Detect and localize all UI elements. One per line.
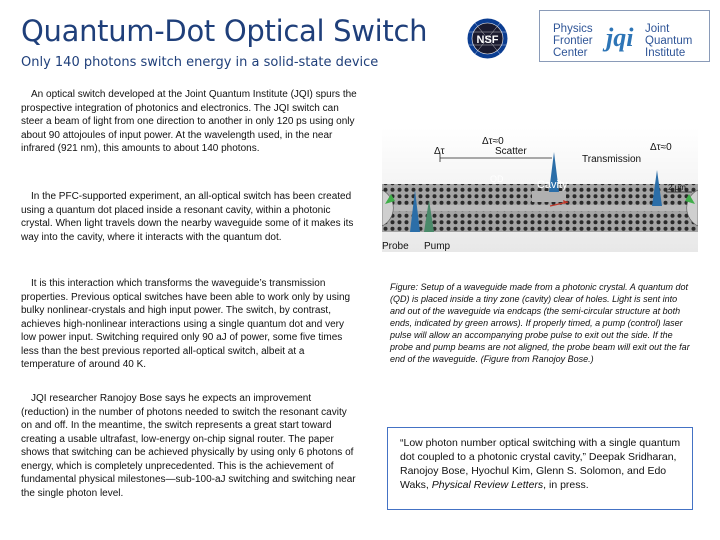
dt-right-label: Δτ≈0 <box>650 142 672 153</box>
page-subtitle: Only 140 photons switch energy in a solid-state device <box>21 55 379 70</box>
nsf-logo-text: NSF <box>476 34 499 46</box>
pfc-logo-text: Physics Frontier Center <box>553 23 593 59</box>
body-paragraph-2: In the PFC-supported experiment, an all-optical switch has been created using a quantum dot placed inside a resonant cavity, within a photonic crystal. When light travels down the nearby waveguide some of it makes its way into the cavity, where it interacts with the quantum dot. <box>21 191 354 243</box>
body-paragraph-4: JQI researcher Ranojoy Bose says he expects an improvement (reduction) in the number of photons needed to switch the resonant cavity on and off. In the meantime, the switch represents a great start toward creating a usable ultrafast, low-energy on-chip signal router. The paper shows that switching can be achieved physically by using only 6 photons of energy, which is completely unprecedented. This is the achievement of fundamental physical milestones—sub-100-aJ switching and switching near the single photon level. <box>21 393 356 499</box>
transmission-label: Transmission <box>582 154 642 165</box>
citation-text: “Low photon number optical switching with a single quantum dot coupled to a photonic crystal cavity,” Deepak Sridharan, Ranojoy Bose, Hyochul Kim, Glenn S. Solomon, and Edo Waks, <box>400 437 681 491</box>
scale-label: 2 μm <box>668 183 686 192</box>
probe-label: Probe <box>382 241 409 252</box>
page-title: Quantum-Dot Optical Switch <box>21 14 428 48</box>
figure-caption: Figure: Setup of a waveguide made from a photonic crystal. A quantum dot (QD) is placed inside a tiny zone (cavity) clear of holes. Light is sent into and out of the waveguide via endcaps (the semi-circular structure at both ends, indicated by green arrows). If properly timed, a pump (control) laser pulse will allow an accompanying probe pulse to exit out the side. If the probe and pump beams are not aligned, the probe beam will exit out the far end of the waveguide. (Figure from Ranojoy Bose.) <box>390 282 690 364</box>
pfc-jqi-logo <box>539 10 710 62</box>
citation-text-end: , in press. <box>543 479 589 491</box>
body-paragraph-1: An optical switch developed at the Joint Quantum Institute (JQI) spurs the prospective integration of photonics and electronics. The JQI switch can steer a beam of light from one direction to another in only 120 ps using only about 90 attojoules of input power. At the wavelength used, in the near infrared (921 nm), this amounts to about 140 photons. <box>21 89 357 154</box>
jqi-mark-icon: jqi <box>606 23 634 52</box>
dt-mid-label: Δτ <box>434 146 445 157</box>
citation-box <box>387 427 693 510</box>
dt-left-label: Δτ≈0 <box>482 136 504 147</box>
body-paragraph-3: It is this interaction which transforms the waveguide’s transmission properties. Previous optical switches have been able to work only by using bulky nonlinear-crystals and high input power. The switch, by contrast, achieves high-nonlinear interactions using a single quantum dot and very low power input. Switching required only 90 aJ of power, some five times less than the best previous reported all-optical switch, albeit at a temperature of around 40 K. <box>21 278 351 370</box>
pump-label: Pump <box>424 241 451 252</box>
scatter-label: Scatter <box>495 146 527 157</box>
qd-label: QD <box>490 174 504 184</box>
cavity-zone <box>532 191 566 202</box>
waveguide-figure <box>382 128 698 252</box>
nsf-logo <box>467 18 508 59</box>
citation-journal: Physical Review Letters <box>431 479 544 491</box>
cavity-label: Cavity <box>537 179 568 191</box>
jqi-logo-text: Joint Quantum Institute <box>645 23 693 59</box>
